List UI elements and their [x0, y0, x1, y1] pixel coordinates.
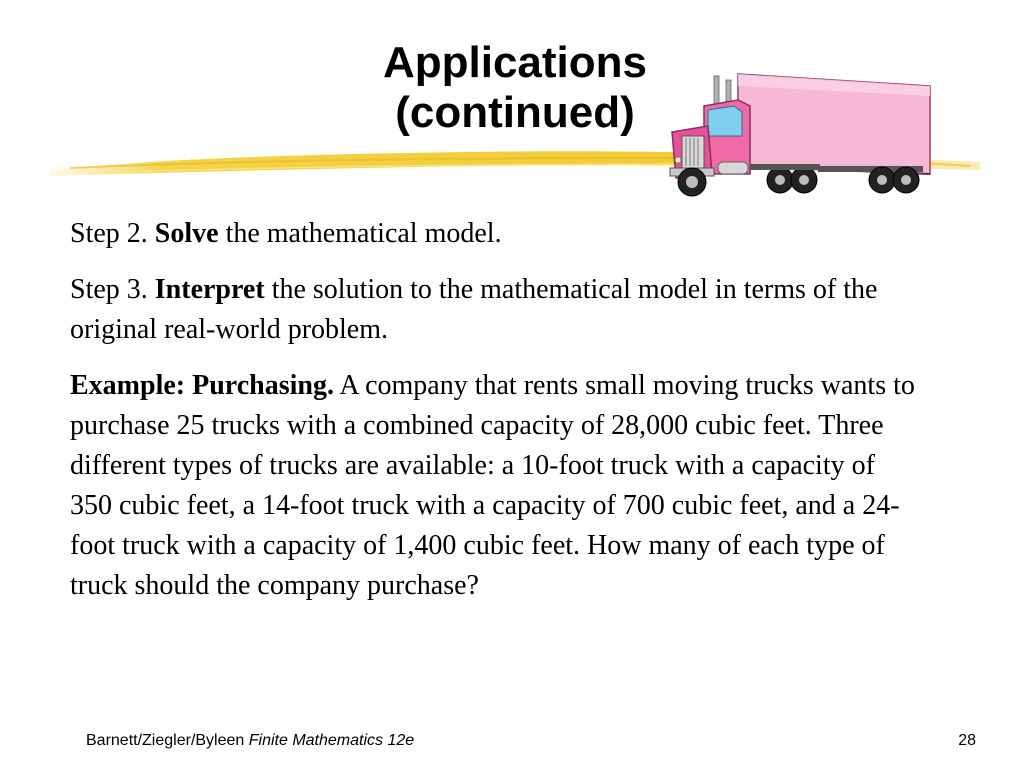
- title-line-2: (continued): [395, 88, 635, 137]
- step-2-keyword: Solve: [154, 218, 219, 249]
- step-2-prefix: Step 2.: [70, 218, 155, 249]
- example-heading: Example: Purchasing.: [70, 370, 334, 401]
- footer-book-title: Finite Mathematics 12e: [248, 732, 415, 749]
- step-3-paragraph: [70, 270, 920, 350]
- footer-citation: [86, 731, 414, 751]
- slide-title: [300, 38, 730, 138]
- step-3-keyword: Interpret: [154, 274, 265, 305]
- step-2-text: the mathematical model.: [218, 218, 502, 249]
- slide-body: [70, 214, 920, 622]
- step-3-prefix: Step 3.: [70, 274, 155, 305]
- step-2-paragraph: [70, 214, 920, 254]
- title-line-1: Applications: [382, 38, 648, 87]
- slide-number: 28: [958, 732, 976, 749]
- example-paragraph: [70, 366, 920, 606]
- example-text: A company that rents small moving trucks wants to purchase 25 trucks with a combined capacity of 28,000 cubic feet. Three different types of trucks are available: a 10-foot truck with a capacity of 350 cubic feet, a 14-foot truck with a capacity of 700 cubic feet, and a 24-foot truck with a capacity of 1,400 cubic feet. How many of each type of truck should the company purchase?: [70, 370, 915, 601]
- footer-authors: Barnett/Ziegler/Byleen: [86, 732, 249, 749]
- step-3-text: the solution to the mathematical model in terms of the original real-world problem.: [70, 274, 878, 345]
- semi-truck-icon: [668, 66, 938, 206]
